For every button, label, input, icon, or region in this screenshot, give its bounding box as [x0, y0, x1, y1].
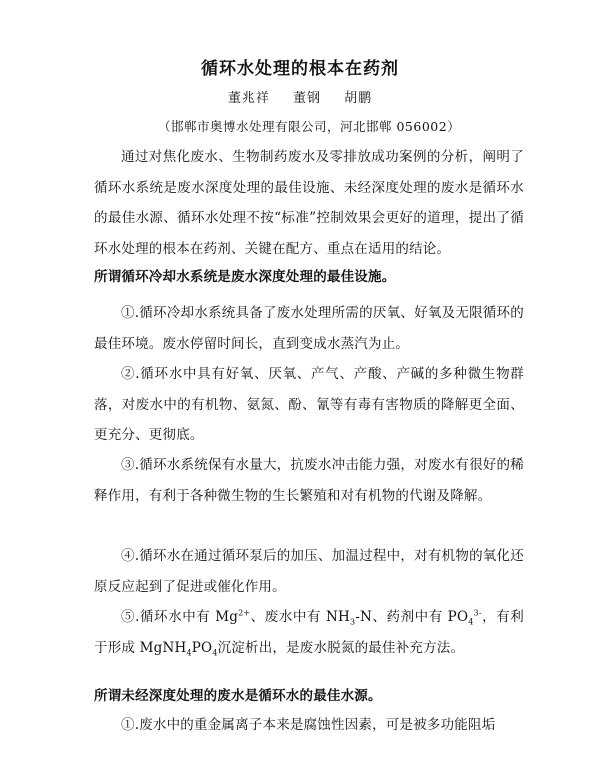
section-heading-1: 所谓循环冷却水系统是废水深度处理的最佳设施。: [94, 269, 396, 285]
section1-item-5: ⑤.循环水中有 $Mg^{2+}$、废水中有 $NH_3-N$、药剂中有 $PO_4^{3-}$，有利于形成 $MgNH_4PO_4$沉淀析出，是废水脱氮的最佳补充方法。: [94, 608, 524, 658]
section1-item-3: ③.循环水系统保有水量大，抗废水冲击能力强，对废水有很好的稀释作用，有利于各种微生物的生长繁殖和对有机物的代谢及降解。: [94, 457, 524, 504]
abstract-paragraph: 通过对焦化废水、生物制药废水及零排放成功案例的分析，阐明了循环水系统是废水深度处理的最佳设施、未经深度处理的废水是循环水的最佳水源、循环水处理不按“标准”控制效果会更好的道理，提出了循环水处理的根本在药剂、关键在配方、重点在适用的结论。: [94, 149, 524, 257]
affiliation-line: （邯郸市奥博水处理有限公司，河北邯郸 056002）: [158, 119, 461, 134]
section1-item-1: ①.循环冷却水系统具备了废水处理所需的厌氧、好氧及无限循环的最佳环境。废水停留时间长，直到变成水蒸汽为止。: [94, 305, 524, 352]
section2-item-1: ①.废水中的重金属离子本来是腐蚀性因素，可是被多功能阻垢: [121, 717, 496, 733]
authors-line: 董兆祥 董钢 胡鹏: [227, 91, 373, 106]
section1-item-2: ②.循环水中具有好氧、厌氧、产气、产酸、产碱的多种微生物群落，对废水中的有机物、氨氮、酚、氰等有毒有害物质的降解更全面、更充分、更彻底。: [94, 366, 524, 443]
section-heading-2: 所谓未经深度处理的废水是循环水的最佳水源。: [94, 688, 382, 704]
section1-item-4: ④.循环水在通过循环泵后的加压、加温过程中，对有机物的氧化还原反应起到了促进或催化作用。: [94, 548, 524, 595]
document-title: 循环水处理的根本在药剂: [201, 59, 399, 79]
